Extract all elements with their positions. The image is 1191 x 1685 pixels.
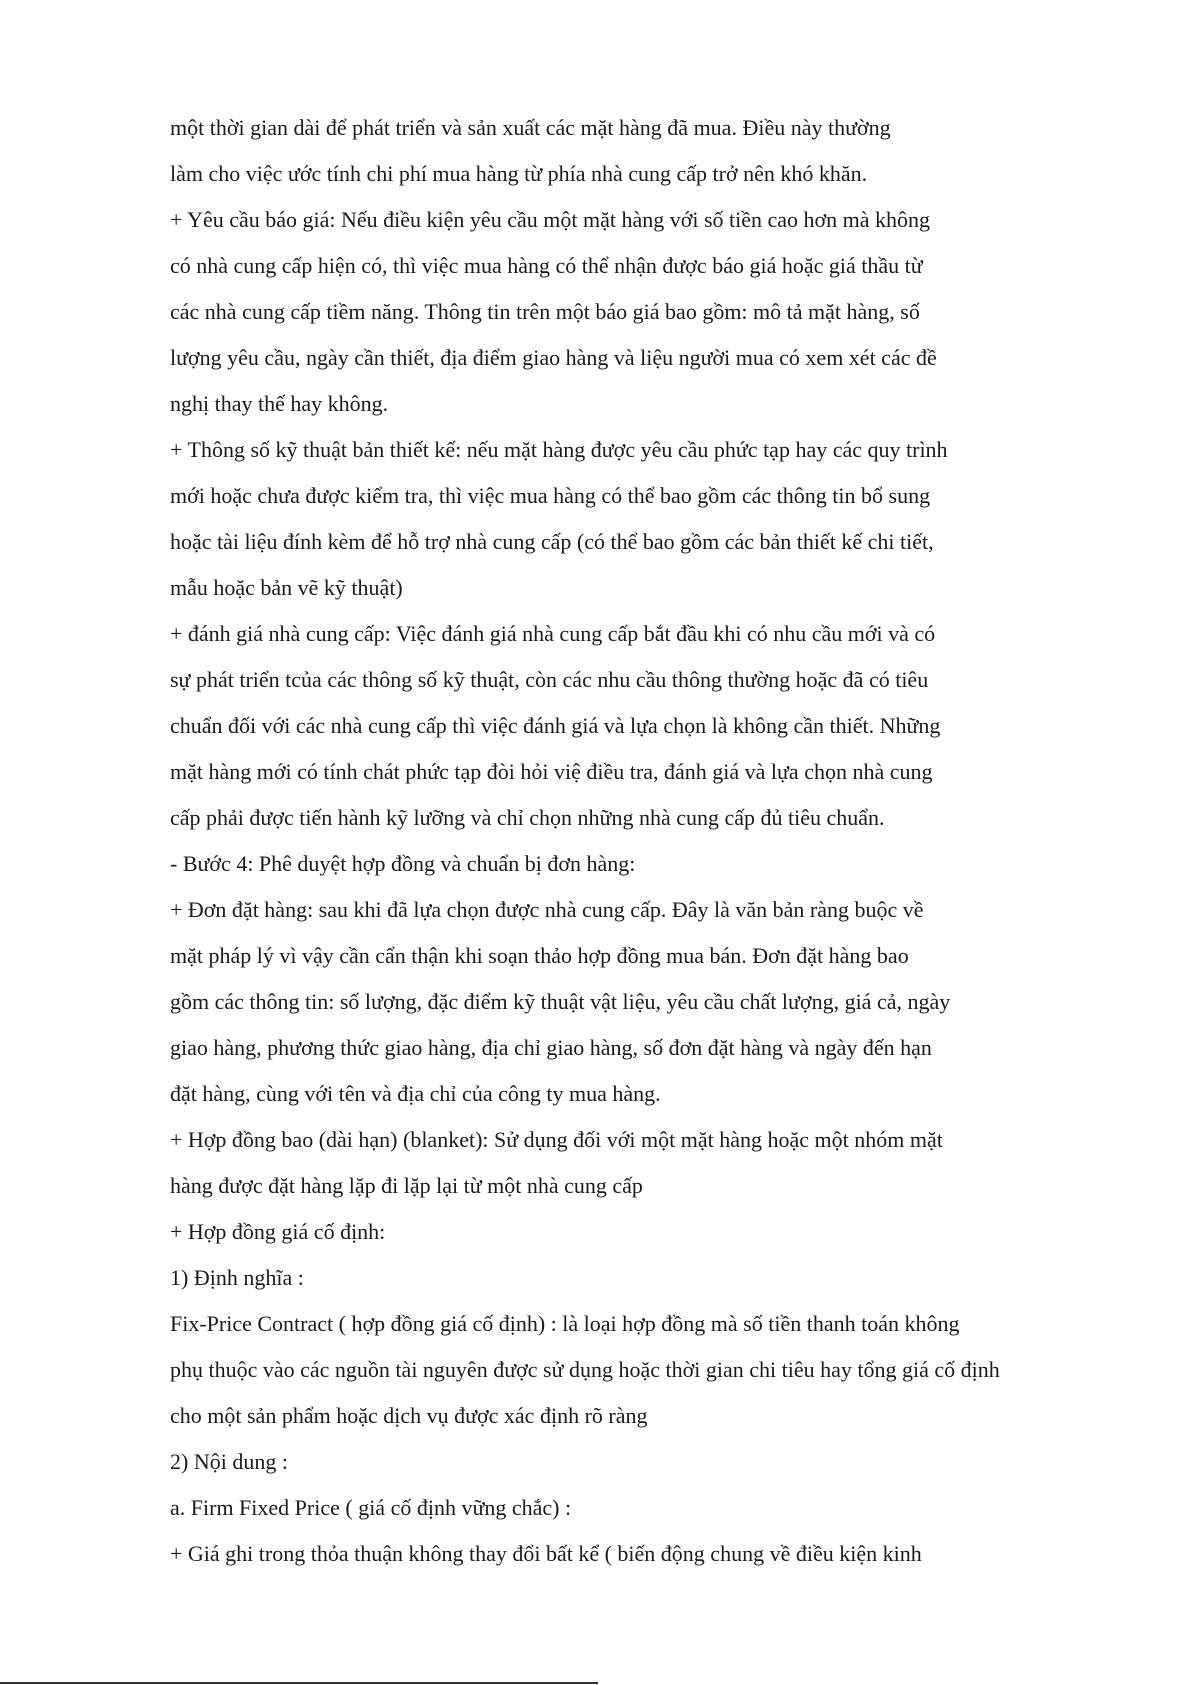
text-line: 2) Nội dung : xyxy=(170,1449,288,1474)
text-line: cấp phải được tiến hành kỹ lưỡng và chỉ chọn những nhà cung cấp đủ tiêu chuẩn. xyxy=(170,805,885,830)
text-line: làm cho việc ước tính chi phí mua hàng từ phía nhà cung cấp trở nên khó khăn. xyxy=(170,161,868,186)
text-line: a. Firm Fixed Price ( giá cố định vững chắc) : xyxy=(170,1495,572,1520)
text-line: có nhà cung cấp hiện có, thì việc mua hàng có thể nhận được báo giá hoặc giá thầu từ xyxy=(170,253,923,278)
text-line: mặt pháp lý vì vậy cần cẩn thận khi soạn thảo hợp đồng mua bán. Đơn đặt hàng bao xyxy=(170,943,909,968)
text-line: + đánh giá nhà cung cấp: Việc đánh giá nhà cung cấp bắt đầu khi có nhu cầu mới và có xyxy=(170,621,936,646)
text-line: + Hợp đồng bao (dài hạn) (blanket): Sử dụng đối với một mặt hàng hoặc một nhóm mặt xyxy=(170,1127,943,1152)
text-line: hoặc tài liệu đính kèm để hỗ trợ nhà cung cấp (có thể bao gồm các bản thiết kế chi tiết, xyxy=(170,529,934,554)
text-line: nghị thay thế hay không. xyxy=(170,391,389,416)
text-line: các nhà cung cấp tiềm năng. Thông tin trên một báo giá bao gồm: mô tả mặt hàng, số xyxy=(170,299,920,324)
text-line: một thời gian dài để phát triển và sản xuất các mặt hàng đã mua. Điều này thường xyxy=(170,115,891,140)
text-line: phụ thuộc vào các nguồn tài nguyên được sử dụng hoặc thời gian chi tiêu hay tổng giá cố định xyxy=(170,1357,1000,1382)
text-line: - Bước 4: Phê duyệt hợp đồng và chuẩn bị đơn hàng: xyxy=(170,851,636,876)
text-line: + Hợp đồng giá cố định: xyxy=(170,1219,386,1244)
text-line: Fix-Price Contract ( hợp đồng giá cố định) : là loại hợp đồng mà số tiền thanh toán không xyxy=(170,1311,960,1336)
text-line: sự phát triển tcủa các thông số kỹ thuật, còn các nhu cầu thông thường hoặc đã có tiêu xyxy=(170,667,929,692)
text-line: gồm các thông tin: số lượng, đặc điểm kỹ thuật vật liệu, yêu cầu chất lượng, giá cả, ngày xyxy=(170,989,951,1014)
text-line: + Đơn đặt hàng: sau khi đã lựa chọn được nhà cung cấp. Đây là văn bản ràng buộc về xyxy=(170,897,924,922)
text-line: mặt hàng mới có tính chát phức tạp đòi hỏi việ điều tra, đánh giá và lựa chọn nhà cung xyxy=(170,759,933,784)
text-line: mẫu hoặc bản vẽ kỹ thuật) xyxy=(170,575,403,600)
text-line: hàng được đặt hàng lặp đi lặp lại từ một nhà cung cấp xyxy=(170,1173,643,1198)
text-line: + Yêu cầu báo giá: Nếu điều kiện yêu cầu một mặt hàng với số tiền cao hơn mà không xyxy=(170,207,931,232)
text-line: lượng yêu cầu, ngày cần thiết, địa điểm giao hàng và liệu người mua có xem xét các đề xyxy=(170,345,937,370)
text-line: 1) Định nghĩa : xyxy=(170,1265,304,1290)
text-line: chuẩn đối với các nhà cung cấp thì việc đánh giá và lựa chọn là không cần thiết. Những xyxy=(170,713,941,738)
text-line: mới hoặc chưa được kiểm tra, thì việc mua hàng có thể bao gồm các thông tin bổ sung xyxy=(170,483,931,508)
footer-divider xyxy=(0,1682,598,1684)
text-line: + Thông số kỹ thuật bản thiết kế: nếu mặt hàng được yêu cầu phức tạp hay các quy trình xyxy=(170,437,948,462)
document-page xyxy=(170,105,1100,1577)
text-line: + Giá ghi trong thỏa thuận không thay đổi bất kể ( biến động chung về điều kiện kinh xyxy=(170,1541,922,1566)
text-line: giao hàng, phương thức giao hàng, địa chỉ giao hàng, số đơn đặt hàng và ngày đến hạn xyxy=(170,1035,932,1060)
text-line: đặt hàng, cùng với tên và địa chỉ của công ty mua hàng. xyxy=(170,1081,661,1106)
text-line: cho một sản phẩm hoặc dịch vụ được xác định rõ ràng xyxy=(170,1403,648,1428)
